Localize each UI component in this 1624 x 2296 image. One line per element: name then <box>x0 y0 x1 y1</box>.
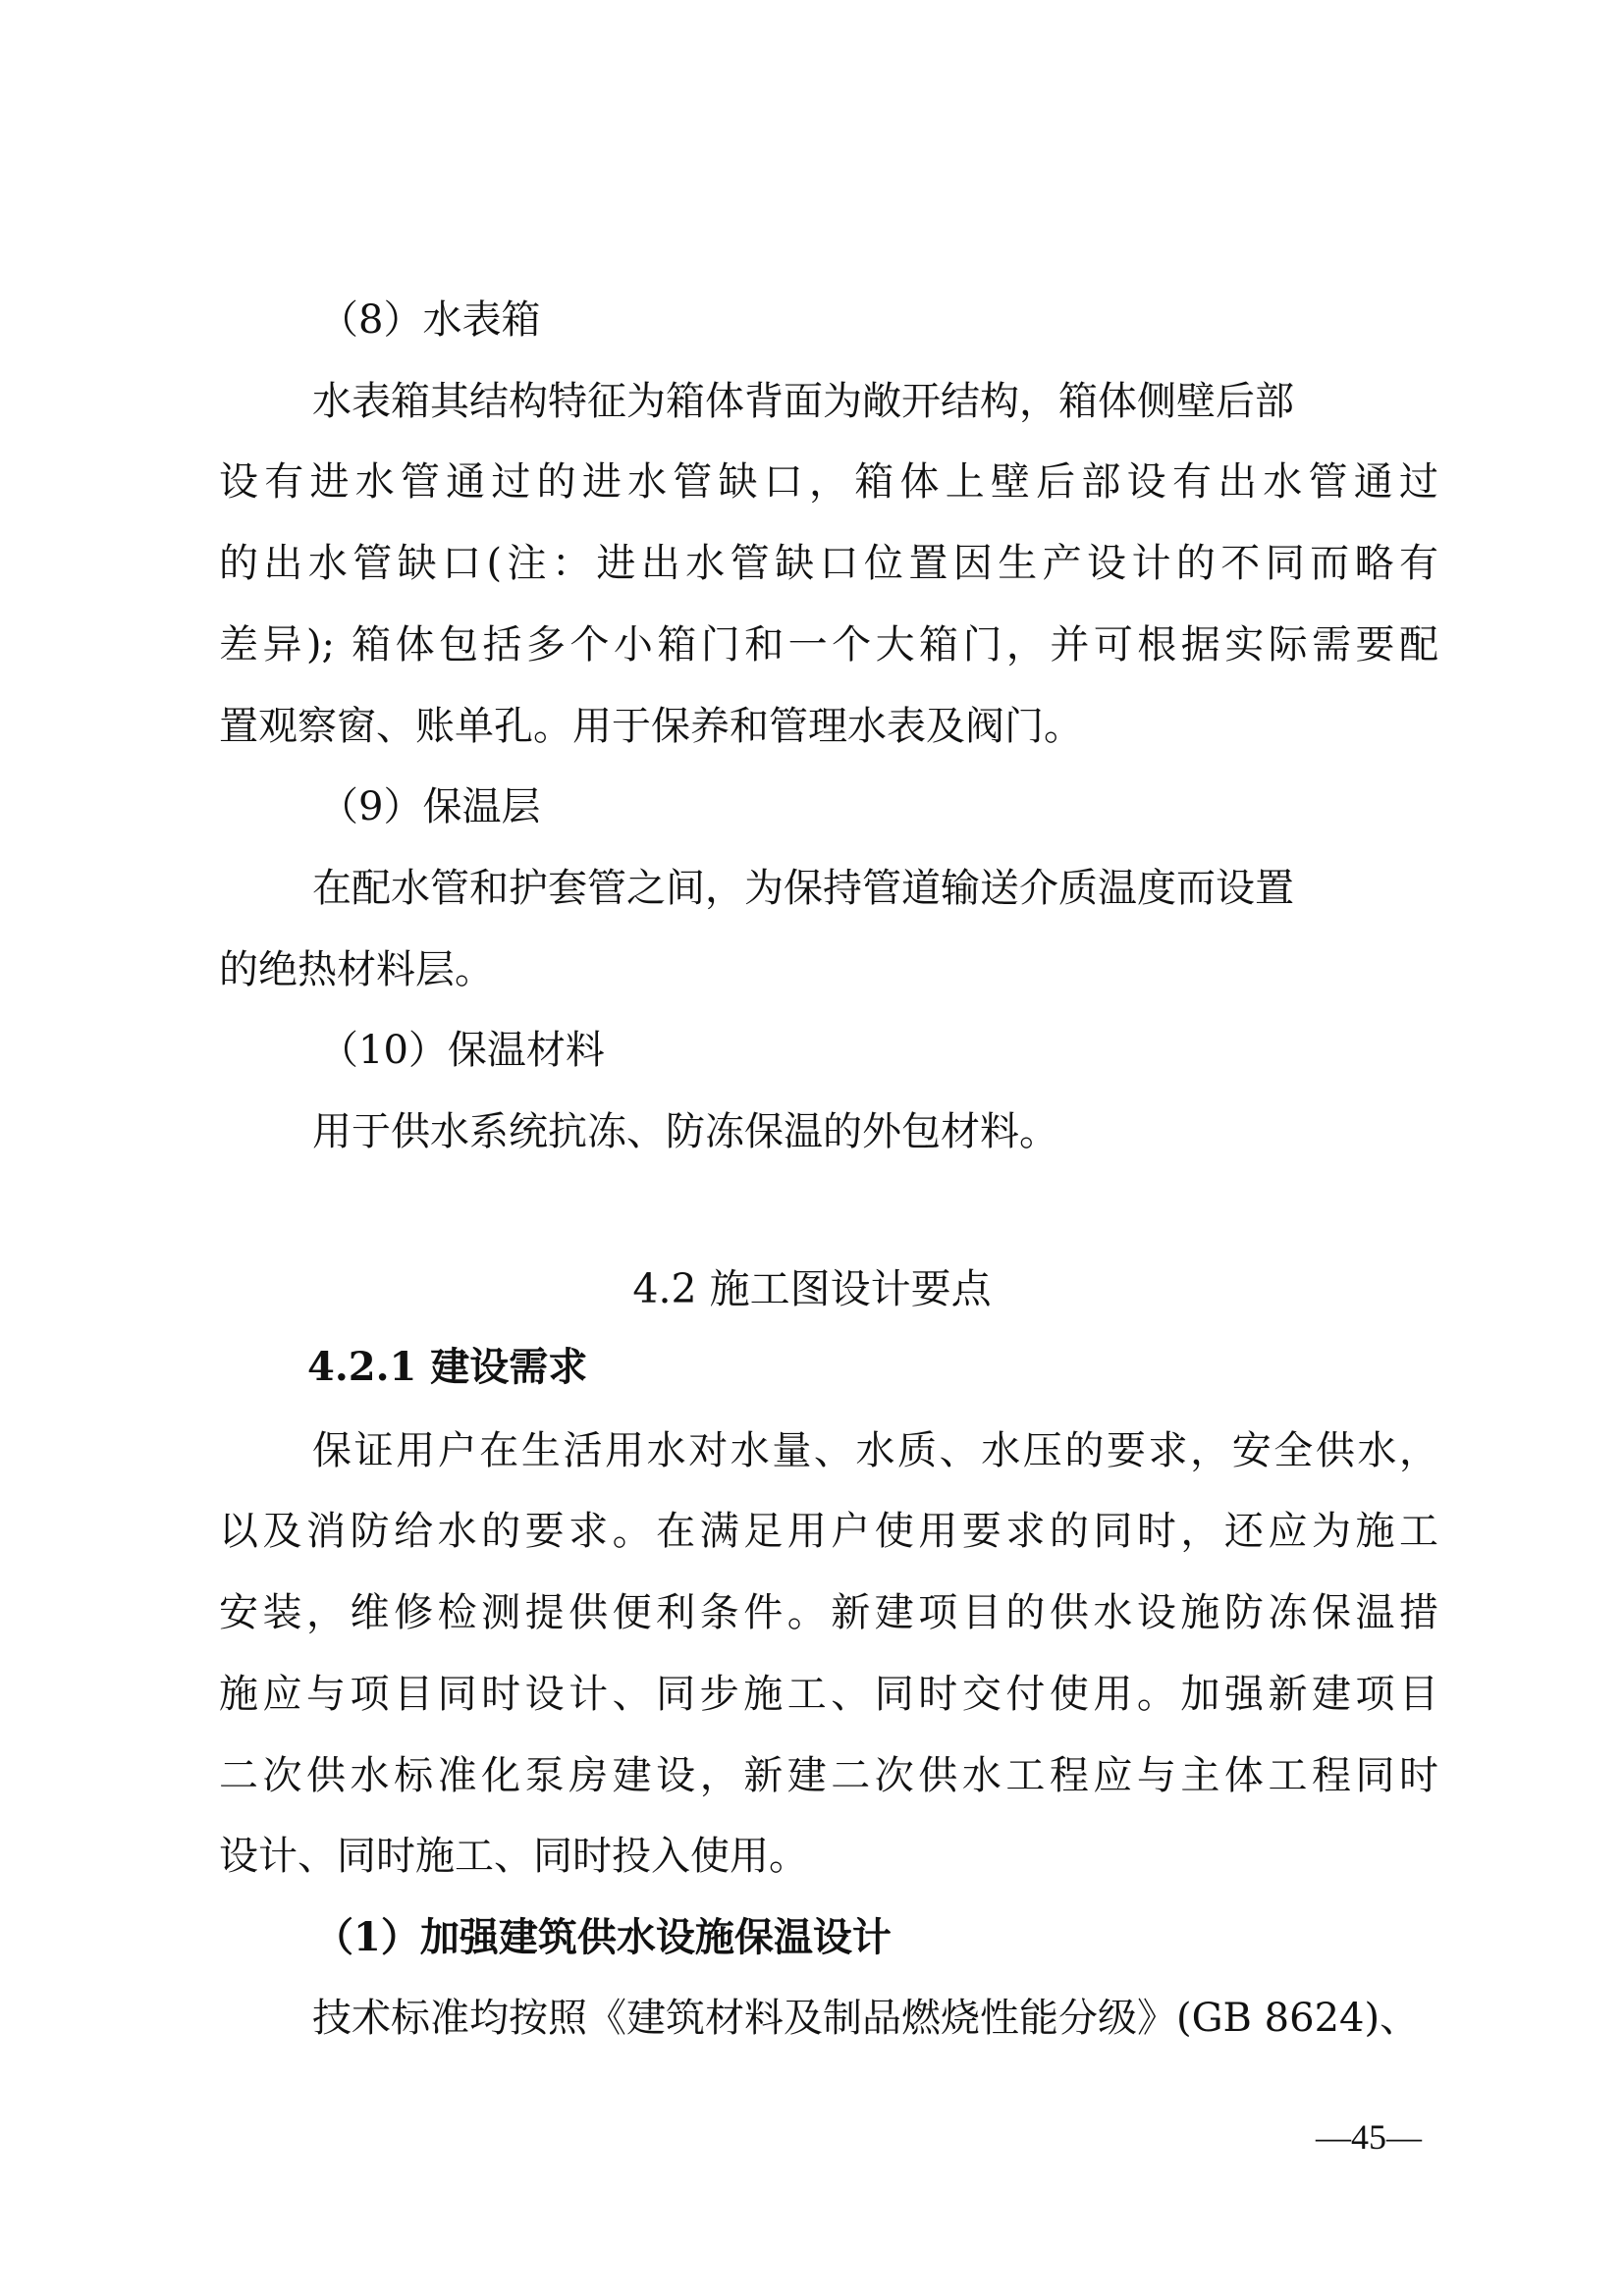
section-8-line-5: 置观察窗、账单孔。用于保养和管理水表及阀门。 <box>219 704 1083 749</box>
section-4-2-1-line-6: 设计、同时施工、同时投入使用。 <box>219 1834 808 1879</box>
section-8-heading: （8）水表箱 <box>319 297 541 343</box>
page-number: —45— <box>1316 2117 1422 2157</box>
section-4-2-1-heading: 4.2.1 建设需求 <box>307 1344 588 1390</box>
section-10-line-1: 用于供水系统抗冻、防冻保温的外包材料。 <box>312 1109 1058 1154</box>
section-9-line-2: 的绝热材料层。 <box>219 947 494 992</box>
section-4-2-1-line-5: 二次供水标准化泵房建设，新建二次供水工程应与主体工程同时 <box>219 1753 1438 1798</box>
section-8-line-4: 差异); 箱体包括多个小箱门和一个大箱门，并可根据实际需要配 <box>219 622 1438 667</box>
section-8-line-3: 的出水管缺口(注：进出水管缺口位置因生产设计的不同而略有 <box>219 541 1438 586</box>
section-4-2-1-line-1: 保证用户在生活用水对水量、水质、水压的要求，安全供水， <box>312 1428 1438 1473</box>
section-4-2-1-line-4: 施应与项目同时设计、同步施工、同时交付使用。加强新建项目 <box>219 1672 1438 1717</box>
section-8-line-1: 水表箱其结构特征为箱体背面为敞开结构，箱体侧壁后部 <box>312 379 1294 424</box>
section-4-2-1-line-2: 以及消防给水的要求。在满足用户使用要求的同时，还应为施工 <box>219 1509 1438 1554</box>
section-9-heading: （9）保温层 <box>319 784 541 829</box>
item-1-heading: （1）加强建筑供水设施保温设计 <box>314 1914 892 1960</box>
item-1-line-1: 技术标准均按照《建筑材料及制品燃烧性能分级》(GB 8624)、 <box>312 1996 1420 2041</box>
section-8-line-2: 设有进水管通过的进水管缺口，箱体上壁后部设有出水管通过 <box>219 459 1438 505</box>
section-4-2-1-line-3: 安装，维修检测提供便利条件。新建项目的供水设施防冻保温措 <box>219 1590 1438 1635</box>
section-10-heading: （10）保温材料 <box>319 1028 605 1073</box>
section-4-2-title: 4.2 施工图设计要点 <box>632 1265 992 1312</box>
section-9-line-1: 在配水管和护套管之间，为保持管道输送介质温度而设置 <box>312 866 1294 911</box>
